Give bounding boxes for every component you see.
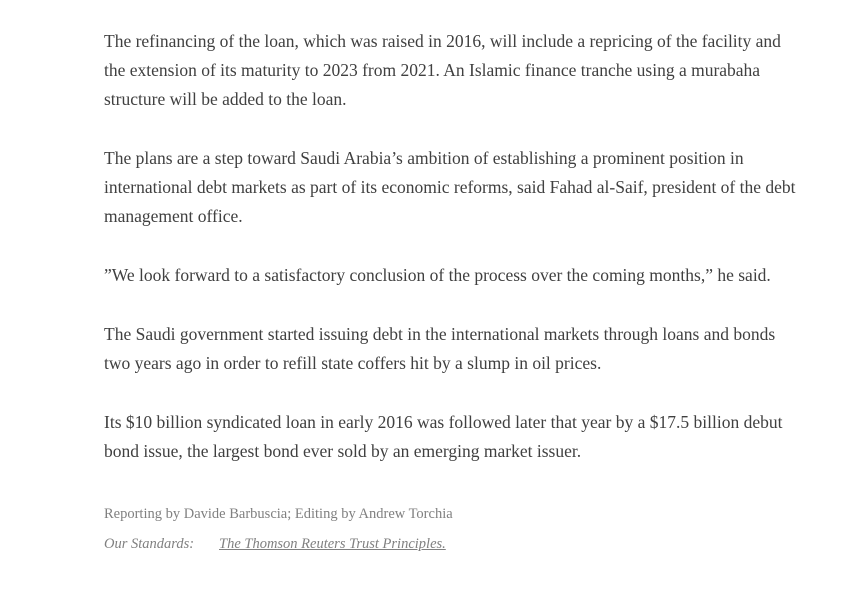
article-paragraph: Its $10 billion syndicated loan in early 2016 was followed later that year by a $17.5 billion debut bond issue, the largest bond ever sold by an emerging market issuer. [104, 412, 783, 461]
article-paragraph: The Saudi government started issuing debt in the international markets through loans and bonds two years ago in order to refill state coffers hit by a slump in oil prices. [104, 324, 776, 373]
reporting-credits: Reporting by Davide Barbuscia; Editing by Andrew Torchia [104, 506, 453, 522]
trust-principles-link[interactable]: The Thomson Reuters Trust Principles. [219, 536, 446, 552]
article-paragraph: ”We look forward to a satisfactory conclusion of the process over the coming months,” he said. [104, 265, 771, 285]
standards-label: Our Standards: [104, 536, 195, 552]
article-paragraph: The plans are a step toward Saudi Arabia’s ambition of establishing a prominent position in international debt markets as part of its economic reforms, said Fahad al-Saif, president of the debt management office. [104, 148, 796, 226]
article-paragraph: The refinancing of the loan, which was raised in 2016, will include a repricing of the facility and the extension of its maturity to 2023 from 2021. An Islamic finance tranche using a murabaha structure will be added to the loan. [104, 31, 781, 109]
standards-line [104, 534, 804, 554]
article-body [104, 27, 804, 554]
